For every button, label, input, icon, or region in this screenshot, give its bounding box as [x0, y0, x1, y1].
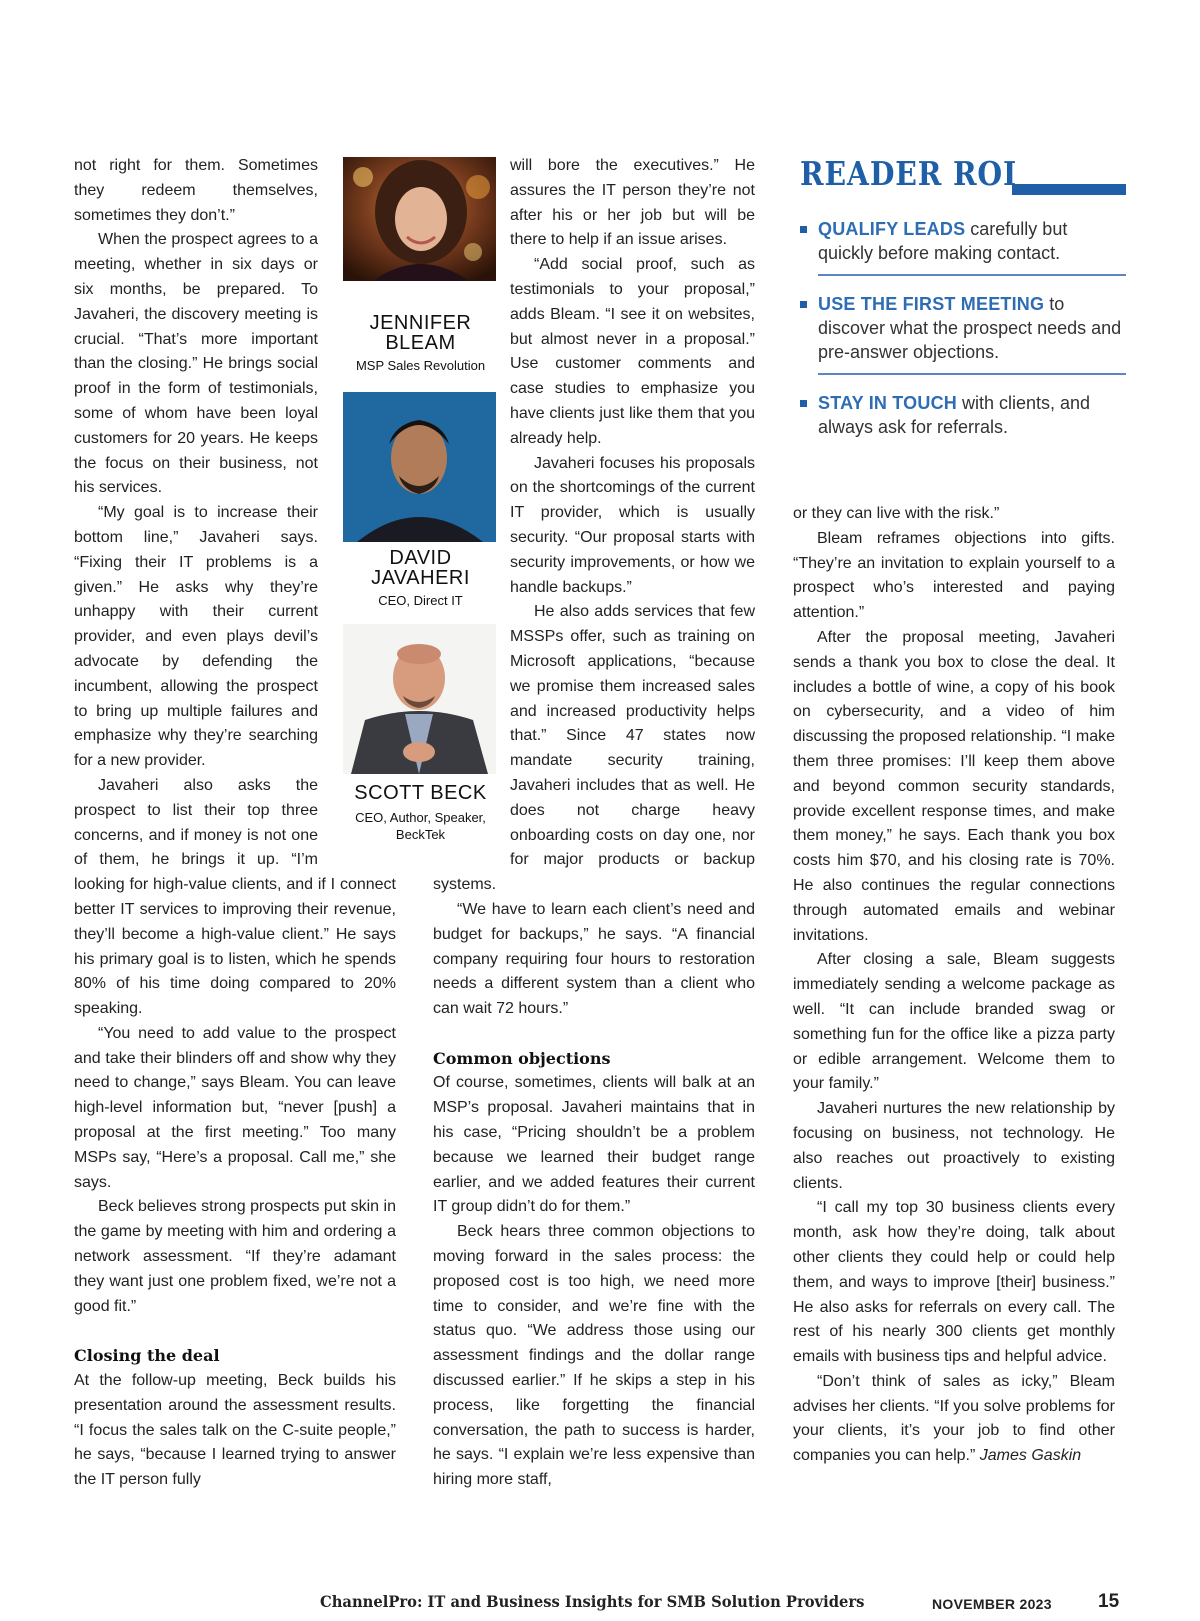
paragraph: “Add social proof, such as testimonials to your proposal,” adds Bleam. “I see it on websites, but almost never in a proposal.” Use customer comments and case studies to emphasize you have clients just like them that you already help.	[510, 256, 755, 447]
footer-publication: ChannelPro: IT and Business Insights for SMB Solution Providers	[320, 1592, 865, 1611]
paragraph: When the prospect agrees to a meeting, whether in six days or six months, be prepared. To Javaheri, the discovery meeting is crucial. “That’s more important than the closing.” He brings social proof in the form of testimonials, some of whom have been loyal customers for 20 years. He keeps the focus on their business, not his services.	[74, 231, 318, 497]
photo-david-javaheri	[343, 392, 496, 542]
paragraph: not right for them. Sometimes they redeem themselves, sometimes they don’t.”	[74, 157, 318, 224]
caption-david-javaheri	[338, 548, 503, 609]
paragraph: Javaheri focuses his proposals on the shortcomings of the current IT provider, which is usually security. “Our proposal starts with security improvements, or how we handle backups.”	[510, 454, 755, 596]
person-name: BLEAM	[385, 332, 456, 354]
roi-item-qualify-leads: QUALIFY LEADS carefully but quickly before making contact.	[800, 217, 1126, 265]
person-name: JAVAHERI	[371, 567, 470, 589]
paragraph: “I call my top 30 business clients every month, ask how they’re doing, talk about other clients they could help or could help them, and ways to improve [their] business.” He also asks for referrals on every call. The rest of his nearly 300 clients get monthly emails with business tips and helpful advice.	[793, 1199, 1115, 1366]
page-number: 15	[1098, 1591, 1120, 1612]
section-heading-closing: Closing the deal	[74, 1346, 220, 1366]
paragraph: Of course, sometimes, clients will balk at an MSP’s proposal. Javaheri maintains that in his case, “Pricing shouldn’t be a problem because we learned their budget range earlier, and we added features their current IT group didn’t do for them.”	[433, 1074, 755, 1216]
person-role: BeckTek	[395, 827, 446, 842]
paragraph: “Don’t think of sales as icky,” Bleam advises her clients. “If you solve problems for your clients, it’s your job to find other companies you can help.” James Gaskin	[793, 1372, 1115, 1465]
author-byline: James Gaskin	[979, 1447, 1082, 1465]
paragraph: or they can live with the risk.”	[793, 505, 1000, 522]
footer-date: NOVEMBER 2023	[932, 1596, 1052, 1612]
paragraph: “You need to add value to the prospect and take their blinders off and show why they need to change,” says Bleam. You can leave high-level information but, “never [push] a proposal at the first meeting.” Too many MSPs say, “Here’s a proposal. Call me,” she says.	[74, 1024, 396, 1191]
person-name: JENNIFER	[369, 312, 472, 334]
square-bullet-icon	[800, 226, 807, 233]
roi-divider	[818, 274, 1126, 276]
paragraph: After the proposal meeting, Javaheri sends a thank you box to close the deal. It includes a bottle of wine, a copy of his book on cybersecurity, and a video of him discussing the proposed relationship. “I make them three promises: I’ll keep them above and beyond common security standards, provide excellent response times, and make them money,” he says. Each thank you box costs him $70, and his closing rate is 70%. He also continues the regular connections through automated emails and webinar invitations.	[793, 628, 1115, 944]
paragraph: After closing a sale, Bleam suggests immediately sending a welcome package as well. “It can include branded swag or something fun for the office like a pizza party or edible arrangement. Welcome them to your family.”	[793, 951, 1115, 1093]
reader-roi-title: READER ROI	[800, 154, 1018, 193]
paragraph: Javaheri also asks the prospect to list their top three concerns, and if money is not one of them, he brings it up. “I’m looking for high-value clients, and if I connect better IT services to improving their revenue, they’ll become a high-value client.” He says his primary goal is to listen, which he spends 80% of his time doing compared to 20% speaking.	[74, 776, 396, 1018]
paragraph: will bore the executives.” He assures the IT person they’re not after his or her job but will be there to help if an issue arises.	[510, 157, 755, 249]
paragraph: Beck believes strong prospects put skin in the game by meeting with him and ordering a network assessment. “If they’re adamant they want just one problem fixed, we’re not a good fit.”	[74, 1198, 396, 1315]
roi-divider	[818, 373, 1126, 375]
person-role: MSP Sales Revolution	[355, 358, 486, 373]
caption-scott-beck	[338, 783, 503, 843]
reader-roi-sidebar	[800, 154, 1126, 439]
paragraph: Beck hears three common objections to moving forward in the sales process: the proposed cost is too high, we need more time to consider, and we’re fine with the status quo. “We address those using our assessment findings and the dollar range discussed earlier.” If he skips a step in his process, like forgetting the financial conversation, the path to success is harder, he says. “I explain we’re less expensive than hiring more staff,	[433, 1223, 755, 1489]
paragraph: He also adds services that few MSSPs offer, such as training on Microsoft applications, “because we promise them increased sales and increased productivity helps that.” Since 47 states now mandate security training, Javaheri includes that as well. He does not charge heavy onboarding costs on day one, nor for major products or backup systems.	[433, 603, 755, 894]
photo-scott-beck	[343, 624, 496, 774]
roi-item-stay-in-touch: STAY IN TOUCH with clients, and always ask for referrals.	[800, 391, 1126, 439]
person-name: SCOTT BECK	[354, 782, 487, 804]
paragraph: Javaheri nurtures the new relationship by focusing on business, not technology. He also reaches out proactively to existing clients.	[793, 1100, 1115, 1192]
paragraph: “We have to learn each client’s need and budget for backups,” he says. “A financial company requiring four hours to restoration needs a different system than a client who can wait 72 hours.”	[433, 900, 755, 1018]
person-name: DAVID	[389, 547, 452, 569]
paragraph: Bleam reframes objections into gifts. “They’re an invitation to explain yourself to a prospect who’s interested and paying attention.”	[793, 529, 1115, 622]
section-heading-objections: Common objections	[433, 1048, 611, 1068]
paragraph: At the follow-up meeting, Beck builds his presentation around the assessment results. “I focus the sales talk on the C-suite people,” he says, “because I learned trying to answer the IT person fully	[74, 1372, 396, 1489]
paragraph: “My goal is to increase their bottom line,” Javaheri says. “Fixing their IT problems is a given.” He asks why they’re unhappy with their current provider, and even plays devil’s advocate by defending the incumbent, allowing the prospect to bring up multiple failures and emphasize why they’re searching for a new provider.	[74, 504, 318, 770]
person-role: CEO, Direct IT	[378, 593, 463, 608]
caption-jennifer-bleam	[338, 313, 503, 374]
person-role: CEO, Author, Speaker,	[355, 810, 486, 825]
article-column-3	[793, 502, 1115, 1469]
photo-jennifer-bleam	[343, 157, 496, 281]
roi-item-first-meeting: USE THE FIRST MEETING to discover what the prospect needs and pre-answer objections.	[800, 292, 1126, 364]
square-bullet-icon	[800, 301, 807, 308]
square-bullet-icon	[800, 400, 807, 407]
